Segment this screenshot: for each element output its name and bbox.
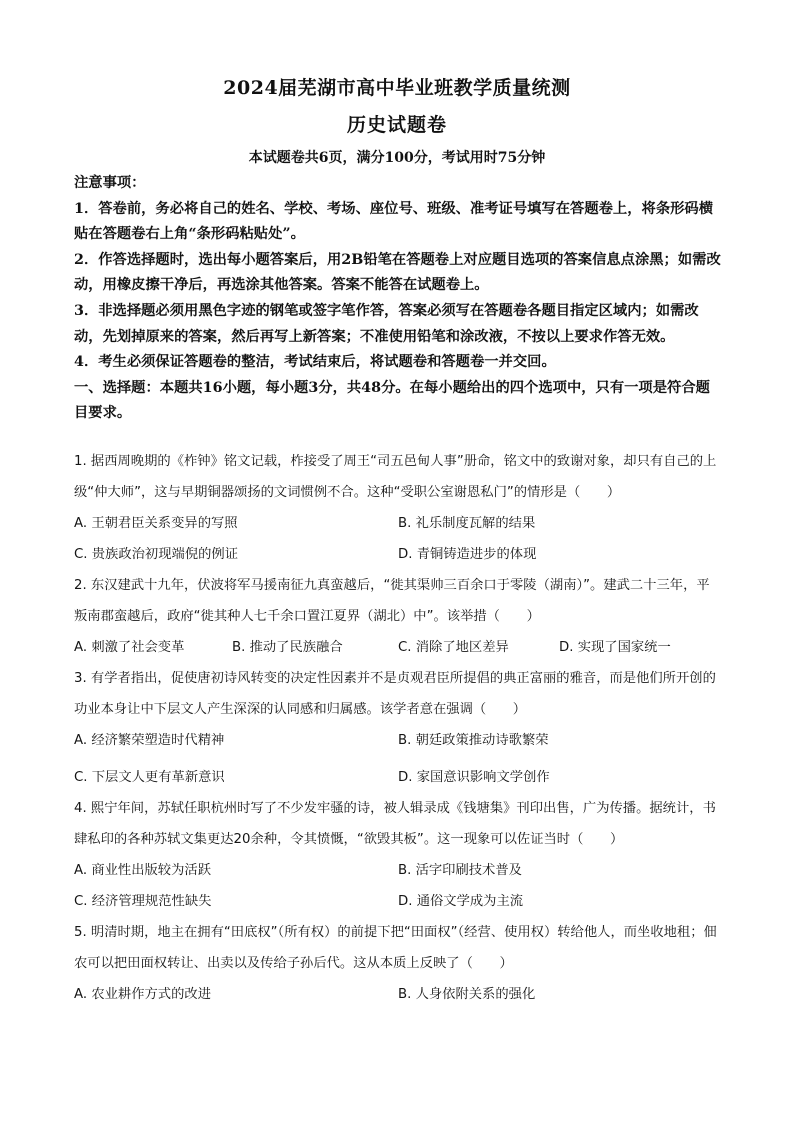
option-d: D. 实现了国家统一 — [559, 640, 671, 655]
instruction-item-1: 1．答卷前，务必将自己的姓名、学校、考场、座位号、班级、准考证号填写在答题卷上，将条形码横贴在答题卷右上角“条形码粘贴处”。 — [74, 200, 714, 243]
question-5 — [74, 917, 722, 1010]
option-b: B. 朝廷政策推动诗歌繁荣 — [398, 733, 549, 748]
paper-subtitle: 历史试题卷 — [346, 114, 447, 136]
option-a: A. 刺激了社会变革 — [74, 640, 185, 655]
question-stem: 2. 东汉建武十九年，伏波将军马援南征九真蛮越后，“徙其渠帅三百余口于零陵（湖南）”。建武二十三年，平叛南郡蛮越后，政府“徙其种人七千余口置江夏界（湖北）中”。该举措（ ） — [74, 578, 710, 624]
instructions-heading: 注意事项： — [74, 175, 146, 191]
option-a: A. 经济繁荣塑造时代精神 — [74, 733, 225, 748]
option-d: D. 家国意识影响文学创作 — [398, 770, 550, 785]
option-row — [74, 725, 722, 756]
section-heading: 一、选择题：本题共16小题，每小题3分，共48分。在每小题给出的四个选项中，只有一项是符合题目要求。 — [74, 379, 710, 422]
exam-title: 2024届芜湖市高中毕业班教学质量统测 — [223, 77, 571, 99]
option-b: B. 人身依附关系的强化 — [398, 987, 536, 1002]
option-row — [74, 508, 722, 539]
option-row — [74, 762, 722, 793]
question-list — [74, 446, 722, 1010]
question-stem: 4. 熙宁年间，苏轼任职杭州时写了不少发牢骚的诗，被人辑录成《钱塘集》刊印出售，广为传播。据统计，书肆私印的各种苏轼文集更达20余种，令其愤慨，“欲毁其板”。这一现象可以佐证当时（ ） — [74, 801, 716, 847]
option-row — [74, 855, 722, 886]
option-c: C. 贵族政治初现端倪的例证 — [74, 547, 239, 562]
option-row — [74, 632, 722, 663]
option-b: B. 推动了民族融合 — [232, 640, 343, 655]
option-b: B. 活字印刷技术普及 — [398, 863, 522, 878]
option-row — [74, 886, 722, 917]
option-d: D. 青铜铸造进步的体现 — [398, 547, 537, 562]
option-row — [74, 979, 722, 1010]
question-3 — [74, 663, 722, 793]
instruction-item-4: 4．考生必须保证答题卷的整洁，考试结束后，将试题卷和答题卷一并交回。 — [74, 354, 556, 371]
option-d: D. 通俗文学成为主流 — [398, 894, 524, 909]
option-a: A. 商业性出版较为活跃 — [74, 863, 211, 878]
option-c: C. 下层文人更有革新意识 — [74, 770, 225, 785]
instructions-block — [74, 171, 722, 427]
question-stem: 1. 据西周晚期的《柞钟》铭文记载，柞接受了周王“司五邑甸人事”册命，铭文中的致谢对象，却只有自己的上级“仲大师”，这与早期铜器颂扬的文词惯例不合。这种“受职公室谢恩私门”的情形是（ ） — [74, 454, 717, 500]
option-a: A. 农业耕作方式的改进 — [74, 987, 211, 1002]
instruction-item-2: 2．作答选择题时，选出每小题答案后，用2B铅笔在答题卷上对应题目选项的答案信息点涂黑；如需改动，用橡皮擦干净后，再选涂其他答案。答案不能答在试题卷上。 — [74, 251, 721, 294]
question-stem: 3. 有学者指出，促使唐初诗风转变的决定性因素并不是贞观君臣所提倡的典正富丽的雅音，而是他们所开创的功业本身让中下层文人产生深深的认同感和归属感。该学者意在强调（ ） — [74, 671, 716, 717]
instruction-item-3: 3．非选择题必须用黑色字迹的钢笔或签字笔作答，答案必须写在答题卷各题目指定区域内；如需改动，先划掉原来的答案，然后再写上新答案；不准使用铅笔和涂改液，不按以上要求作答无效。 — [74, 302, 699, 345]
option-b: B. 礼乐制度瓦解的结果 — [398, 516, 536, 531]
question-2 — [74, 570, 722, 663]
option-a: A. 王朝君臣关系变异的写照 — [74, 516, 238, 531]
option-row — [74, 539, 722, 570]
option-c: C. 经济管理规范性缺失 — [74, 894, 212, 909]
question-4 — [74, 793, 722, 917]
question-stem: 5. 明清时期，地主在拥有“田底权”（所有权）的前提下把“田面权”（经营、使用权）转给他人，而坐收地租；佃农可以把田面权转让、出卖以及传给子孙后代。这从本质上反映了（ ） — [74, 925, 717, 971]
exam-info: 本试题卷共6页，满分100分，考试用时75分钟 — [248, 150, 546, 166]
question-1 — [74, 446, 722, 570]
option-c: C. 消除了地区差异 — [398, 640, 509, 655]
